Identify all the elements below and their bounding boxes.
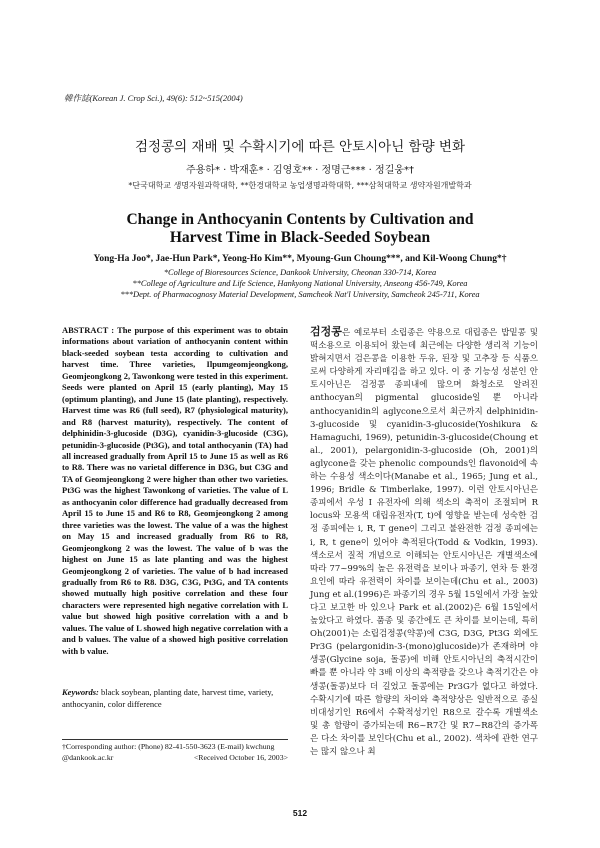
affiliation-2: **College of Agriculture and Life Science, Hankyong National University, Anseong 456-749, Korea	[132, 279, 468, 289]
abstract: ABSTRACT : The purpose of this experiment was to obtain informations about variation of anthocyanin content within black-seeded soybean testa according to cultivation and harvest time. Three varieties, Ilpumgeomjeongkong, Geomjeongkong 2, Tawonkong were tested in this experiment. Seeds were planted on April 15 (early planting), May 15 (optimum planting), and June 15 (late planting), respectively. Harvest time was R6 (full seed), R7 (physiological maturity), and R8 (harvest maturity), respectively. The content of delphinidin-3-glucoside (D3G), cyanidin-3-glucoside (C3G), petunidin-3-glucoside (Pt3G), and total anthocyanin (TA) had all increased gradually from April 15 to June 15 as well as R6 to R8. There was no varietal difference in D3G, but C3G and TA of Geomjeongkong 2 were higher than other two varieties. Pt3G was the highest Tawonkong of varieties. The value of L as anthocyanin color difference had gradually decreased from April 15 to June 15 and R6 to R8, Geomjeongkong 2 among three varieties was the lowest. The value of a was the highest on May 15 and increased gradually from R6 to R8, Geomjeongkong 2 was the lowest. The value of b was the highest on June 15 as late planting and was the highest Geomjeongkong 2 of varieties. The value of b had increased gradually from R6 to R8. D3G, C3G, Pt3G, and TA contents showed mutually high positive correlation and these four characters were represented high negative correlation with L value but showed high positive correlation with a and b values. The value of L showed high negative correlation with a and b values. The value of a showed high positive correlation with b value.	[62, 325, 288, 656]
body-text	[310, 325, 538, 759]
page-number: 512	[292, 808, 308, 818]
body-paragraph: 은 예로부터 소립종은 약용으로 대립종은 밥밑콩 및 떡소용으로 이용되어 왔는데 최근에는 다양한 생리적 기능이 밝혀지면서 검은콩을 이용한 두유, 된장 및 고추장 등 식품으로써 다양하게 자리매김을 하고 있다. 이 중 기능성 성분인 안토시아닌은 검정콩 종피내에 많으며 화청소로 알려진 anthocyan의 pigmental glucoside일 뿐 아니라 anthocyanidin의 aglycone으로서 최근까지 delphinidin-3-glucoside 및 cyanidin-3-glucoside(Yoshikura & Hamaguchi, 1969), petunidin-3-glucoside(Choung et al., 2001), pelargonidin-3-glucoside (Oh, 2001)의 aglycone을 갖는 phenolic compounds인 flavonoid에 속하는 수용성 색소이다(Manabe et al., 1965; Jung et al., 1996; Bridle & Timberlake, 1997). 이런 안토시아닌은 종피에서 우성 I 유전자에 의해 색소의 축적이 조절되며 R locus와 모용색 대립유전자(T, t)에 영향을 받는데 성숙한 검정 종피에는 i, R, T gene이 그리고 불완전한 검정 종피에는 i, R, t gene이 있어야 축적된다(Todd & Vodkin, 1993). 색소로서 질적 개념으로 이해되는 안토시아닌은 개별색소에 따라 77~99%의 높은 유전력을 보이나 파종기, 연차 등 환경요인에 따라 유전력이 차이를 보이는데(Chu et al., 2003) Jung et al.(1996)은 파종기의 경우 5월 15일에서 가장 높았다고 보고한 바 있으나 Park et al.(2002)은 6월 15일에서 높았다고 하였다. 품종 및 종간에도 큰 차이를 보이는데, 특히 Oh(2001)는 소립검정콩(약콩)에 C3G, D3G, Pt3G 외에도 Pr3G (pelargonidin-3-(mono)glucoside)가 존재하며 야생콩(Glycine soja, 돌콩)에 비해 안토시아닌의 축적시간이 빠를 뿐 아니라 약 3배 이상의 축적량을 갖으나 축적기간은 야생콩(돌콩)보다 더 길었고 돌콩에는 Pr3G가 없다고 하였다. 수확시기에 따른 함량의 차이와 축적양상은 일반적으로 종실비대성기인 R6에서 수확적성기인 R8으로 갈수록 개별색소 및 총 함량이 증가되는데 R6~R7간 및 R7~R8간의 증가폭은 다소 차이를 보인다(Chu et al., 2002). 색차에 관한 연구는 많지 않으나 최	[310, 328, 539, 757]
keywords-text: black soybean, planting date, harvest time, variety, anthocyanin, color difference	[62, 687, 274, 709]
footnote	[62, 742, 288, 763]
english-title	[0, 211, 600, 247]
keywords-label: Keywords:	[62, 687, 99, 697]
english-affiliations	[0, 267, 600, 301]
body-lead-word: 검정콩	[310, 325, 342, 338]
footnote-received: <Received October 16, 2003>	[193, 752, 288, 762]
korean-title: 검정콩의 재배 및 수확시기에 따른 안토시아닌 함량 변화	[135, 139, 465, 155]
footnote-corresponding: †Corresponding author: (Phone) 82-41-550-3623 (E-mail) kwchung	[62, 742, 275, 751]
english-title-line1: Change in Anthocyanin Contents by Cultivation and	[126, 211, 474, 228]
english-authors: Yong-Ha Joo*, Jae-Hun Park*, Yeong-Ho Kim**, Myoung-Gun Choung***, and Kil-Woong Chung*†	[93, 254, 507, 264]
journal-citation: 韓作誌(Korean J. Crop Sci.), 49(6): 512~515(2004)	[64, 93, 243, 103]
korean-affiliations: *단국대학교 생명자원과학대학, **한경대학교 농업생명과학대학, ***삼척대학교 생약자원개발학과	[128, 181, 472, 190]
korean-authors: 주용하* · 박재훈* · 김영호** · 정명근*** · 정길웅*†	[185, 165, 415, 176]
footnote-divider	[62, 739, 288, 740]
english-title-line2: Harvest Time in Black-Seeded Soybean	[169, 229, 431, 246]
affiliation-1: *College of Bioresources Science, Dankook University, Cheonan 330-714, Korea	[163, 268, 437, 277]
footnote-email: @dankook.ac.kr	[62, 752, 114, 762]
affiliation-3: ***Dept. of Pharmacognosy Material Development, Samcheok Nat'l University, Samcheok 245-711, Korea	[120, 290, 480, 300]
keywords	[62, 687, 288, 710]
